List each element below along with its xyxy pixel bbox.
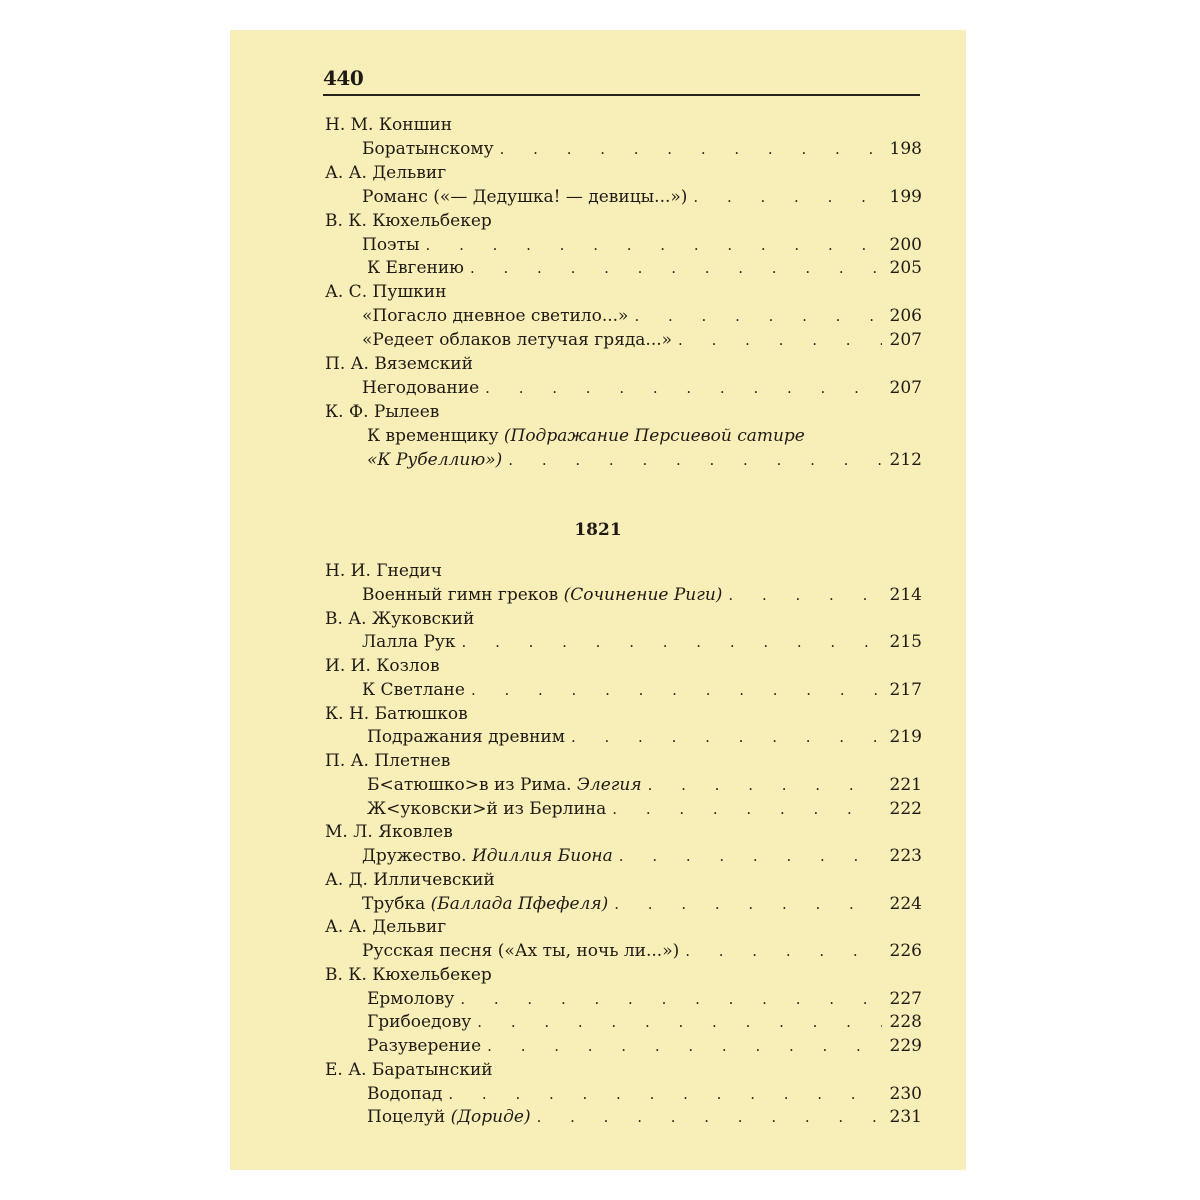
title-italic: Элегия (576, 774, 642, 795)
toc-author: А. Д. Илличевский (325, 869, 495, 890)
toc-page-number: 212 (889, 449, 922, 470)
toc-author: М. Л. Яковлев (325, 822, 453, 843)
toc-entry-title (362, 844, 613, 868)
toc-page-number: 231 (889, 1107, 922, 1128)
title-italic: (Дориде) (450, 1107, 531, 1128)
title-plain: Поцелуй (367, 1107, 451, 1128)
dot-leader (537, 1105, 882, 1129)
dot-leader (471, 678, 882, 702)
toc-page-number: 230 (889, 1083, 922, 1104)
toc-page-number: 207 (889, 377, 922, 398)
title-plain: Дружество. (362, 846, 472, 866)
toc-author: А. А. Дельвиг (325, 162, 447, 183)
book-page (230, 30, 966, 1170)
toc-page-number: 215 (889, 632, 922, 653)
toc-page-number: 228 (889, 1012, 922, 1033)
toc-entry-title: «Редеет облаков летучая гряда...» (362, 330, 673, 351)
toc-entry (367, 797, 922, 821)
page-number: 440 (323, 66, 364, 90)
dot-leader (612, 797, 882, 821)
title-italic: Идиллия Биона (471, 846, 613, 866)
dot-leader (487, 1034, 882, 1058)
toc-author: А. А. Дельвиг (325, 917, 447, 938)
toc-author: К. Н. Батюшков (325, 703, 468, 724)
toc-entry (367, 725, 922, 749)
toc-entry (367, 987, 922, 1011)
toc-page-number: 207 (889, 330, 922, 351)
dot-leader (619, 844, 882, 868)
dot-leader (460, 987, 882, 1011)
toc-entry (367, 1082, 922, 1106)
toc-entry (362, 630, 922, 654)
title-plain: К временщику (367, 425, 504, 446)
toc-page-number: 217 (889, 679, 922, 700)
toc-author: И. И. Козлов (325, 656, 440, 676)
toc-entry-title: Водопад (367, 1083, 443, 1104)
toc-author: В. К. Кюхельбекер (325, 210, 492, 231)
toc-entry (367, 1034, 922, 1058)
title-plain: Трубка (362, 893, 431, 914)
toc-page-number: 206 (889, 306, 922, 327)
dot-leader (685, 939, 882, 963)
toc-author: А. С. Пушкин (325, 282, 447, 303)
toc-entry (367, 773, 922, 797)
toc-entry-title: Русская песня («Ах ты, ночь ли...») (362, 941, 680, 961)
toc-section-2 (230, 30, 966, 1170)
toc-author: Н. М. Коншин (325, 115, 453, 135)
toc-author: Н. И. Гнедич (325, 561, 442, 581)
toc-author: Е. А. Баратынский (325, 1059, 493, 1080)
dot-leader (571, 725, 882, 749)
toc-entry-title: Разуверение (367, 1036, 482, 1056)
toc-page-number: 221 (889, 774, 922, 795)
toc-author: В. А. Жуковский (325, 608, 475, 629)
toc-page-number: 229 (889, 1036, 922, 1056)
title-plain: Военный гимн греков (362, 584, 564, 605)
title-italic: (Баллада Пфефеля) (430, 893, 609, 914)
toc-entry-title (367, 773, 642, 797)
dot-leader (462, 630, 882, 654)
toc-entry-title: Подражания древним (367, 727, 565, 748)
title-italic: «К Рубеллию») (367, 449, 503, 470)
toc-entry-title: Ж<уковски>й из Берлина (367, 798, 607, 819)
toc-entry-title: «Погасло дневное светило...» (362, 306, 629, 327)
title-italic: (Сочинение Риги) (563, 584, 723, 605)
toc-page-number: 219 (889, 727, 922, 748)
toc-page-number: 199 (889, 186, 922, 207)
toc-author: В. К. Кюхельбекер (325, 964, 492, 985)
dot-leader (648, 773, 882, 797)
toc-page-number: 214 (889, 584, 922, 605)
toc-entry-title: Ермолову (367, 988, 455, 1009)
toc-author: П. А. Плетнев (325, 751, 451, 771)
toc-entry-title: К Евгению (367, 258, 464, 279)
title-italic: (Подражание Персиевой сатире (503, 425, 805, 446)
toc-entry-title: Негодование (362, 377, 480, 398)
dot-leader (448, 1082, 882, 1106)
toc-entry (362, 892, 922, 916)
toc-author: П. А. Вяземский (325, 354, 473, 374)
toc-entry-title (367, 1105, 531, 1129)
toc-entry-title: Боратынскому (362, 138, 494, 159)
toc-page-number: 222 (889, 798, 922, 819)
toc-page-number: 198 (889, 138, 922, 159)
toc-page-number: 223 (889, 846, 922, 866)
toc-entry-title: Романс («— Дедушка! — девицы...») (362, 186, 688, 207)
toc-entry (362, 583, 922, 607)
toc-page-number: 227 (889, 988, 922, 1009)
year-heading: 1821 (574, 520, 622, 540)
toc-entry-title: Лалла Рук (362, 632, 456, 653)
dot-leader (728, 583, 882, 607)
toc-entry (362, 678, 922, 702)
dot-leader (614, 892, 882, 916)
toc-entry-title (362, 892, 608, 916)
toc-entry (362, 939, 922, 963)
toc-entry-title: К Светлане (362, 679, 465, 700)
title-plain: Б<атюшко>в из Рима. (367, 774, 577, 795)
toc-entry (362, 844, 922, 868)
toc-entry (367, 1010, 922, 1034)
toc-page-number: 226 (889, 941, 922, 961)
toc-author: К. Ф. Рылеев (325, 401, 440, 422)
toc-page-number: 205 (889, 258, 922, 279)
toc-entry-title (362, 583, 722, 607)
dot-leader (477, 1010, 882, 1034)
toc-entry-title: Грибоедову (367, 1012, 472, 1033)
toc-entry-title: Поэты (362, 234, 420, 255)
toc-page-number: 200 (889, 234, 922, 255)
toc-entry (367, 1105, 922, 1129)
toc-page-number: 224 (889, 893, 922, 914)
